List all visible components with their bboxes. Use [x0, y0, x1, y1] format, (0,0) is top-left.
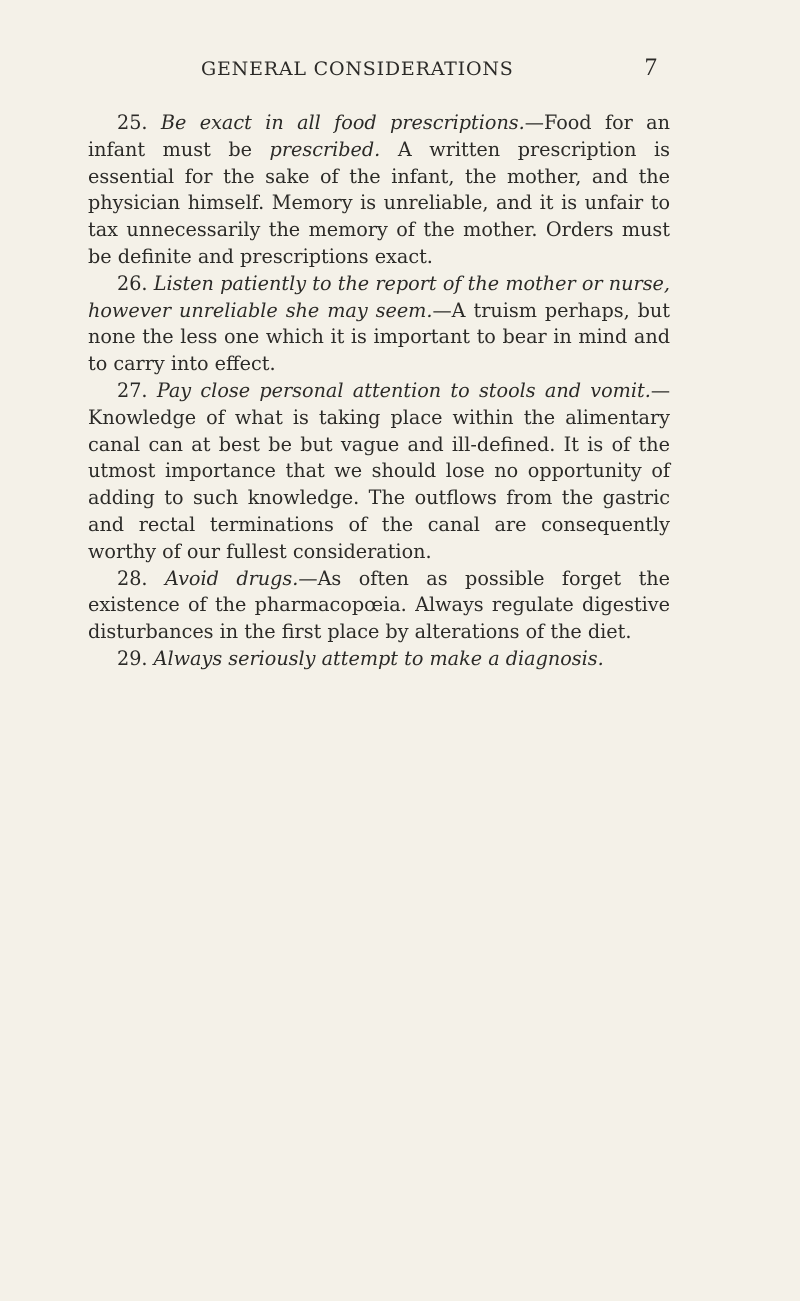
paragraph-26 [88, 271, 670, 378]
paragraph-number: 29. [117, 646, 148, 670]
paragraph-number: 25. [117, 111, 148, 134]
rule-heading: Be exact in all food prescriptions. [160, 111, 525, 134]
paragraph-number: 28. [117, 566, 148, 590]
paragraph-number: 27. [117, 378, 148, 402]
running-head [201, 54, 657, 86]
paragraph-body: —A truism perhaps, but none the less one which it is important to bear in mind and to carry into effect. [88, 298, 670, 376]
rule-heading: Pay close personal attention to stools and vomit. [156, 378, 651, 402]
running-title: GENERAL CONSIDERATIONS [201, 58, 514, 80]
emphasized-word: prescribed. [269, 137, 381, 161]
paragraph-number: 26. [117, 271, 148, 295]
rule-heading: Avoid drugs. [164, 566, 299, 590]
paragraph-27 [88, 378, 670, 566]
rule-heading: Listen patiently to the report of the mother or nurse, however unreliable she may seem. [88, 271, 670, 322]
paragraph-25 [88, 110, 670, 271]
paragraph-body: —As often as possible forget the existence of the pharmacopœia. Always regulate digestive disturbances in the first place by alterations of the diet. [88, 566, 670, 644]
page-number: 7 [644, 54, 657, 81]
paragraph-28 [88, 566, 670, 646]
paragraph-29 [88, 646, 670, 673]
rule-heading: Always seriously attempt to make a diagnosis. [153, 646, 604, 670]
body-text [88, 110, 670, 673]
paragraph-body-continued: A written prescription is essential for the sake of the infant, the mother, and the physician himself. Memory is unreliable, and it is unfair to tax unnecessarily the memory of the mother. Orders must be definite and prescriptions exact. [88, 137, 670, 268]
paragraph-body: — Knowledge of what is taking place within the alimentary canal can at best be but vague and ill-defined. It is of the utmost importance that we should lose no opportunity of adding to such knowledge. The outflows from the gastric and rectal terminations of the canal are consequently worthy of our fullest consideration. [88, 378, 670, 563]
paragraph-body: —Food for an infant must be [88, 111, 670, 161]
